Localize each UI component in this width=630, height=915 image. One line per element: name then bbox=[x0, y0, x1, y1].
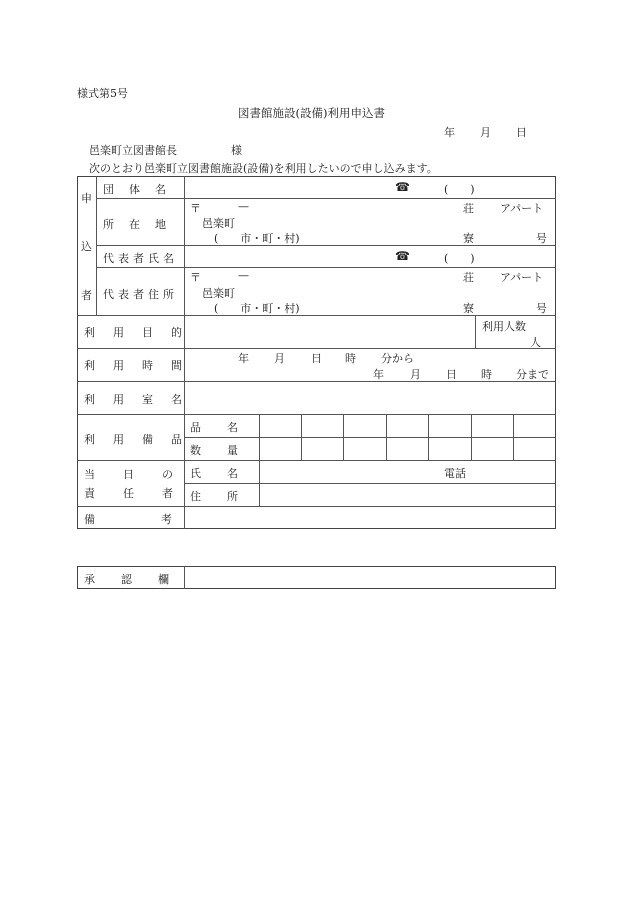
column-divider bbox=[343, 414, 344, 460]
row-divider bbox=[77, 506, 556, 507]
postal-dash: — bbox=[238, 269, 249, 282]
time-to-month: 月 bbox=[410, 368, 421, 381]
postal-dash: — bbox=[238, 200, 249, 213]
approval-label: 承認欄 bbox=[84, 573, 195, 586]
column-divider bbox=[513, 414, 514, 460]
time-to-min: 分まで bbox=[516, 368, 549, 381]
quantity-label: 数量 bbox=[190, 444, 264, 457]
rep-address-apart: アパート bbox=[500, 271, 544, 284]
column-divider bbox=[386, 414, 387, 460]
row-divider bbox=[77, 460, 556, 461]
applicant-label-3: 者 bbox=[81, 289, 92, 302]
item-name-label: 品名 bbox=[190, 421, 264, 434]
row-divider bbox=[184, 483, 556, 484]
pic-name-label: 氏名 bbox=[190, 467, 264, 480]
rep-address-town: 邑楽町 bbox=[202, 287, 235, 300]
address-ryo: 寮 bbox=[463, 232, 474, 245]
rep-address-label: 代表者住所 bbox=[103, 288, 178, 301]
rep-address-muni: ( 市・町・村) bbox=[214, 302, 300, 315]
time-from-hour: 時 bbox=[345, 352, 356, 365]
purpose-label: 利用目的 bbox=[84, 326, 200, 339]
column-divider bbox=[428, 414, 429, 460]
pic-phone-label: 電話 bbox=[444, 467, 466, 480]
equipment-label: 利用備品 bbox=[84, 433, 200, 446]
form-title: 図書館施設(設備)利用申込書 bbox=[238, 106, 385, 120]
addressee-name: 邑楽町立図書館長 bbox=[89, 144, 177, 157]
intro-text: 次のとおり邑楽町立図書館施設(設備)を利用したいので申し込みます。 bbox=[89, 162, 438, 175]
address-label: 所在地 bbox=[103, 218, 181, 231]
rep-address-go: 号 bbox=[536, 302, 547, 315]
address-town: 邑楽町 bbox=[202, 217, 235, 230]
time-from-day: 日 bbox=[311, 352, 322, 365]
row-divider bbox=[96, 267, 556, 268]
pic-label-top: 当日の bbox=[84, 468, 201, 481]
row-divider bbox=[96, 198, 556, 199]
telephone-icon: ☎ bbox=[395, 180, 410, 194]
row-divider bbox=[77, 348, 556, 349]
group-tel-paren: ( ) bbox=[444, 183, 475, 196]
date-day-label: 日 bbox=[516, 126, 527, 139]
time-from-month: 月 bbox=[274, 352, 285, 365]
column-divider bbox=[471, 414, 472, 460]
time-label: 利用時間 bbox=[84, 359, 200, 372]
rep-name-label: 代表者氏名 bbox=[103, 252, 178, 265]
time-from-min: 分から bbox=[381, 352, 414, 365]
form-number: 様式第5号 bbox=[77, 87, 128, 100]
remarks-label: 備考 bbox=[84, 513, 238, 526]
column-divider bbox=[96, 176, 97, 315]
applicant-label-2: 込 bbox=[81, 240, 92, 253]
row-divider bbox=[96, 245, 556, 246]
column-divider bbox=[475, 315, 476, 348]
people-label: 利用人数 bbox=[482, 320, 526, 333]
postal-mark: 〒 bbox=[190, 271, 201, 284]
row-divider bbox=[184, 437, 556, 438]
address-muni: ( 市・町・村) bbox=[214, 232, 300, 245]
rep-tel-paren: ( ) bbox=[444, 252, 475, 265]
rep-address-ryo: 寮 bbox=[463, 302, 474, 315]
date-month-label: 月 bbox=[480, 126, 491, 139]
row-divider bbox=[77, 414, 556, 415]
time-from-year: 年 bbox=[238, 352, 249, 365]
people-unit: 人 bbox=[530, 336, 541, 349]
address-go: 号 bbox=[536, 232, 547, 245]
postal-mark: 〒 bbox=[190, 202, 201, 215]
column-divider bbox=[301, 414, 302, 460]
time-to-day: 日 bbox=[446, 368, 457, 381]
group-name-label: 団体名 bbox=[103, 183, 181, 196]
applicant-label-1: 申 bbox=[81, 192, 92, 205]
pic-address-label: 住所 bbox=[190, 490, 264, 503]
room-label: 利用室名 bbox=[84, 393, 200, 406]
address-so: 荘 bbox=[463, 202, 474, 215]
telephone-icon: ☎ bbox=[395, 249, 410, 263]
row-divider bbox=[77, 315, 556, 316]
addressee-honorific: 様 bbox=[231, 144, 242, 157]
rep-address-so: 荘 bbox=[463, 271, 474, 284]
address-apart: アパート bbox=[500, 202, 544, 215]
date-year-label: 年 bbox=[444, 126, 455, 139]
time-to-hour: 時 bbox=[481, 368, 492, 381]
time-to-year: 年 bbox=[373, 368, 384, 381]
pic-label-bottom: 責任者 bbox=[84, 487, 201, 500]
